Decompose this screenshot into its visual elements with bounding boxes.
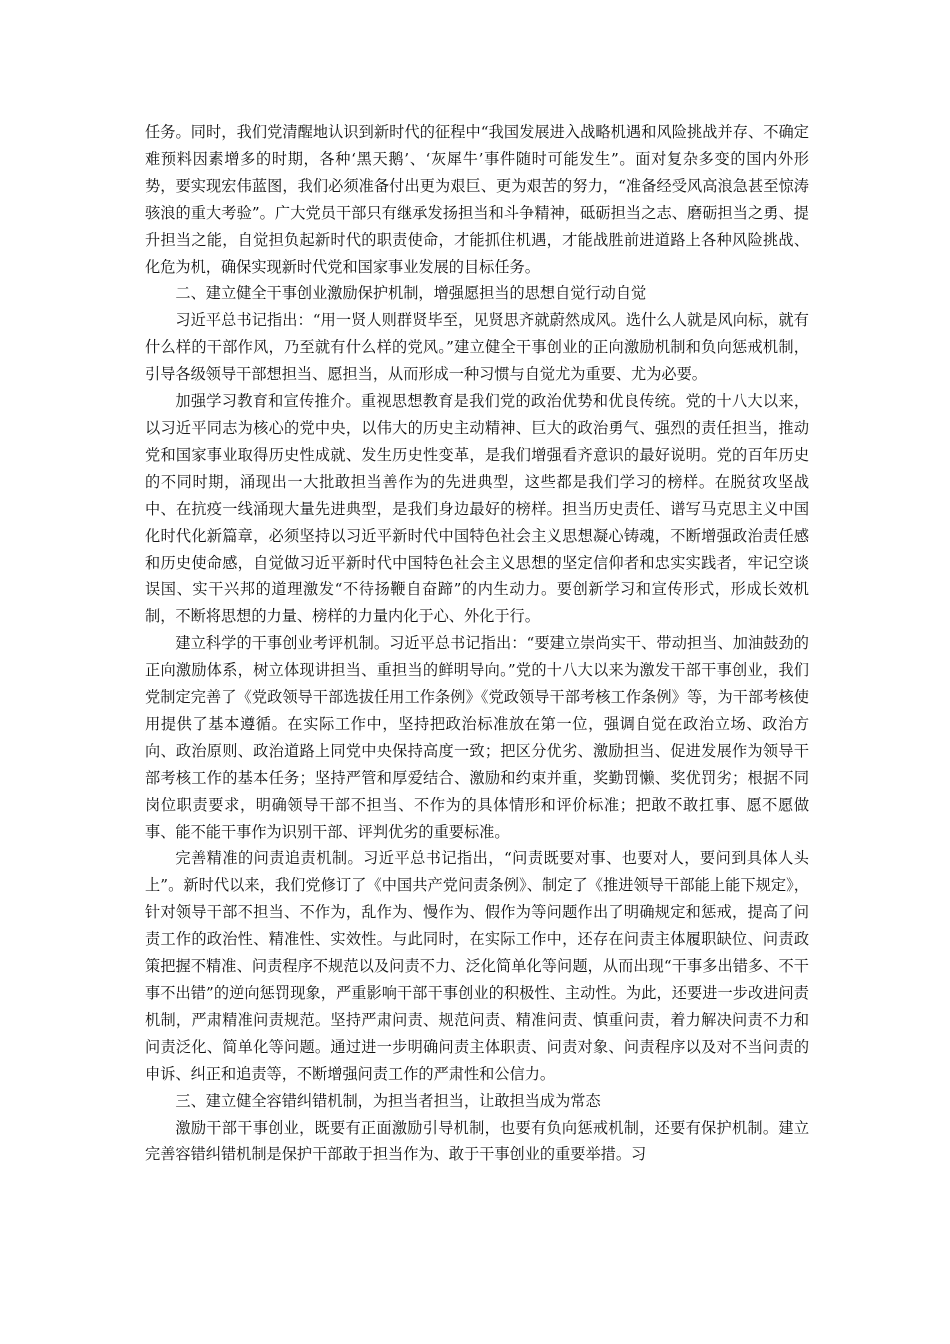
paragraph: 激励干部干事创业，既要有正面激励引导机制，也要有负向惩戒机制，还要有保护机制。建立完善容错纠错机制是保护干部敢于担当作为、敢于干事创业的重要举措。习 bbox=[145, 1118, 809, 1164]
paragraph: 完善精准的问责追责机制。习近平总书记指出，“问责既要对事、也要对人，要问到具体人头上”。新时代以来，我们党修订了《中国共产党问责条例》、制定了《推进领导干部能上能下规定》，针对领导干部不担当、不作为，乱作为、慢作为、假作为等问题作出了明确规定和惩戒，提高了问责工作的政治性、精准性、实效性。与此同时，在实际工作中，还存在问责主体履职缺位、问责政策把握不精准、问责程序不规范以及问责不力、泛化简单化等问题，从而出现“干事多出错多、不干事不出错”的逆向惩罚现象，严重影响干部干事创业的积极性、主动性。为此，还要进一步改进问责机制，严肃精准问责规范。坚持严肃问责、规范问责、精准问责、慎重问责，着力解决问责不力和问责泛化、简单化等问题。通过进一步明确问责主体职责、问责对象、问责程序以及对不当问责的申诉、纠正和追责等，不断增强问责工作的严肃性和公信力。 bbox=[145, 849, 809, 1083]
paragraph: 建立科学的干事创业考评机制。习近平总书记指出：“要建立崇尚实干、带动担当、加油鼓劲的正向激励体系，树立体现讲担当、重担当的鲜明导向。”党的十八大以来为激发干部干事创业，我们党制定完善了《党政领导干部选拔任用工作条例》《党政领导干部考核工作条例》等，为干部考核使用提供了基本遵循。在实际工作中，坚持把政治标准放在第一位，强调自觉在政治立场、政治方向、政治原则、政治道路上同党中央保持高度一致；把区分优劣、激励担当、促进发展作为领导干部考核工作的基本任务；坚持严管和厚爱结合、激励和约束并重，奖勤罚懒、奖优罚劣；根据不同岗位职责要求，明确领导干部不担当、不作为的具体情形和评价标准；把敢不敢扛事、愿不愿做事、能不能干事作为识别干部、评判优劣的重要标准。 bbox=[145, 634, 809, 841]
document-page bbox=[145, 119, 809, 1168]
section-heading-2: 二、建立健全干事创业激励保护机制，增强愿担当的思想自觉行动自觉 bbox=[175, 284, 647, 303]
paragraph: 加强学习教育和宣传推介。重视思想教育是我们党的政治优势和优良传统。党的十八大以来，以习近平同志为核心的党中央，以伟大的历史主动精神、巨大的政治勇气、强烈的责任担当，推动党和国家事业取得历史性成就、发生历史性变革，是我们增强看齐意识的最好说明。党的百年历史的不同时期，涌现出一大批敢担当善作为的先进典型，这些都是我们学习的榜样。在脱贫攻坚战中、在抗疫一线涌现大量先进典型，是我们身边最好的榜样。担当历史责任、谱写马克思主义中国化时代化新篇章，必须坚持以习近平新时代中国特色社会主义思想凝心铸魂，不断增强政治责任感和历史使命感，自觉做习近平新时代中国特色社会主义思想的坚定信仰者和忠实实践者，牢记空谈误国、实干兴邦的道理激发“不待扬鞭自奋蹄”的内生动力。要创新学习和宣传形式，形成长效机制，不断将思想的力量、榜样的力量内化于心、外化于行。 bbox=[145, 392, 809, 626]
paragraph: 习近平总书记指出：“用一贤人则群贤毕至，见贤思齐就蔚然成风。选什么人就是风向标，就有什么样的干部作风，乃至就有什么样的党风。”建立健全干事创业的正向激励机制和负向惩戒机制，引导各级领导干部想担当、愿担当，从而形成一种习惯与自觉尤为重要、尤为必要。 bbox=[145, 311, 809, 384]
paragraph-continuation: 任务。同时，我们党清醒地认识到新时代的征程中“我国发展进入战略机遇和风险挑战并存、不确定难预料因素增多的时期，各种‘黑天鹅’、‘灰犀牛’事件随时可能发生”。面对复杂多变的国内外形势，要实现宏伟蓝图，我们必须准备付出更为艰巨、更为艰苦的努力，“准备经受风高浪急甚至惊涛骇浪的重大考验”。广大党员干部只有继承发扬担当和斗争精神，砥砺担当之志、磨砺担当之勇、提升担当之能，自觉担负起新时代的职责使命，才能抓住机遇，才能战胜前进道路上各种风险挑战、化危为机，确保实现新时代党和国家事业发展的目标任务。 bbox=[145, 123, 809, 276]
section-heading-3: 三、建立健全容错纠错机制，为担当者担当，让敢担当成为常态 bbox=[175, 1091, 601, 1110]
